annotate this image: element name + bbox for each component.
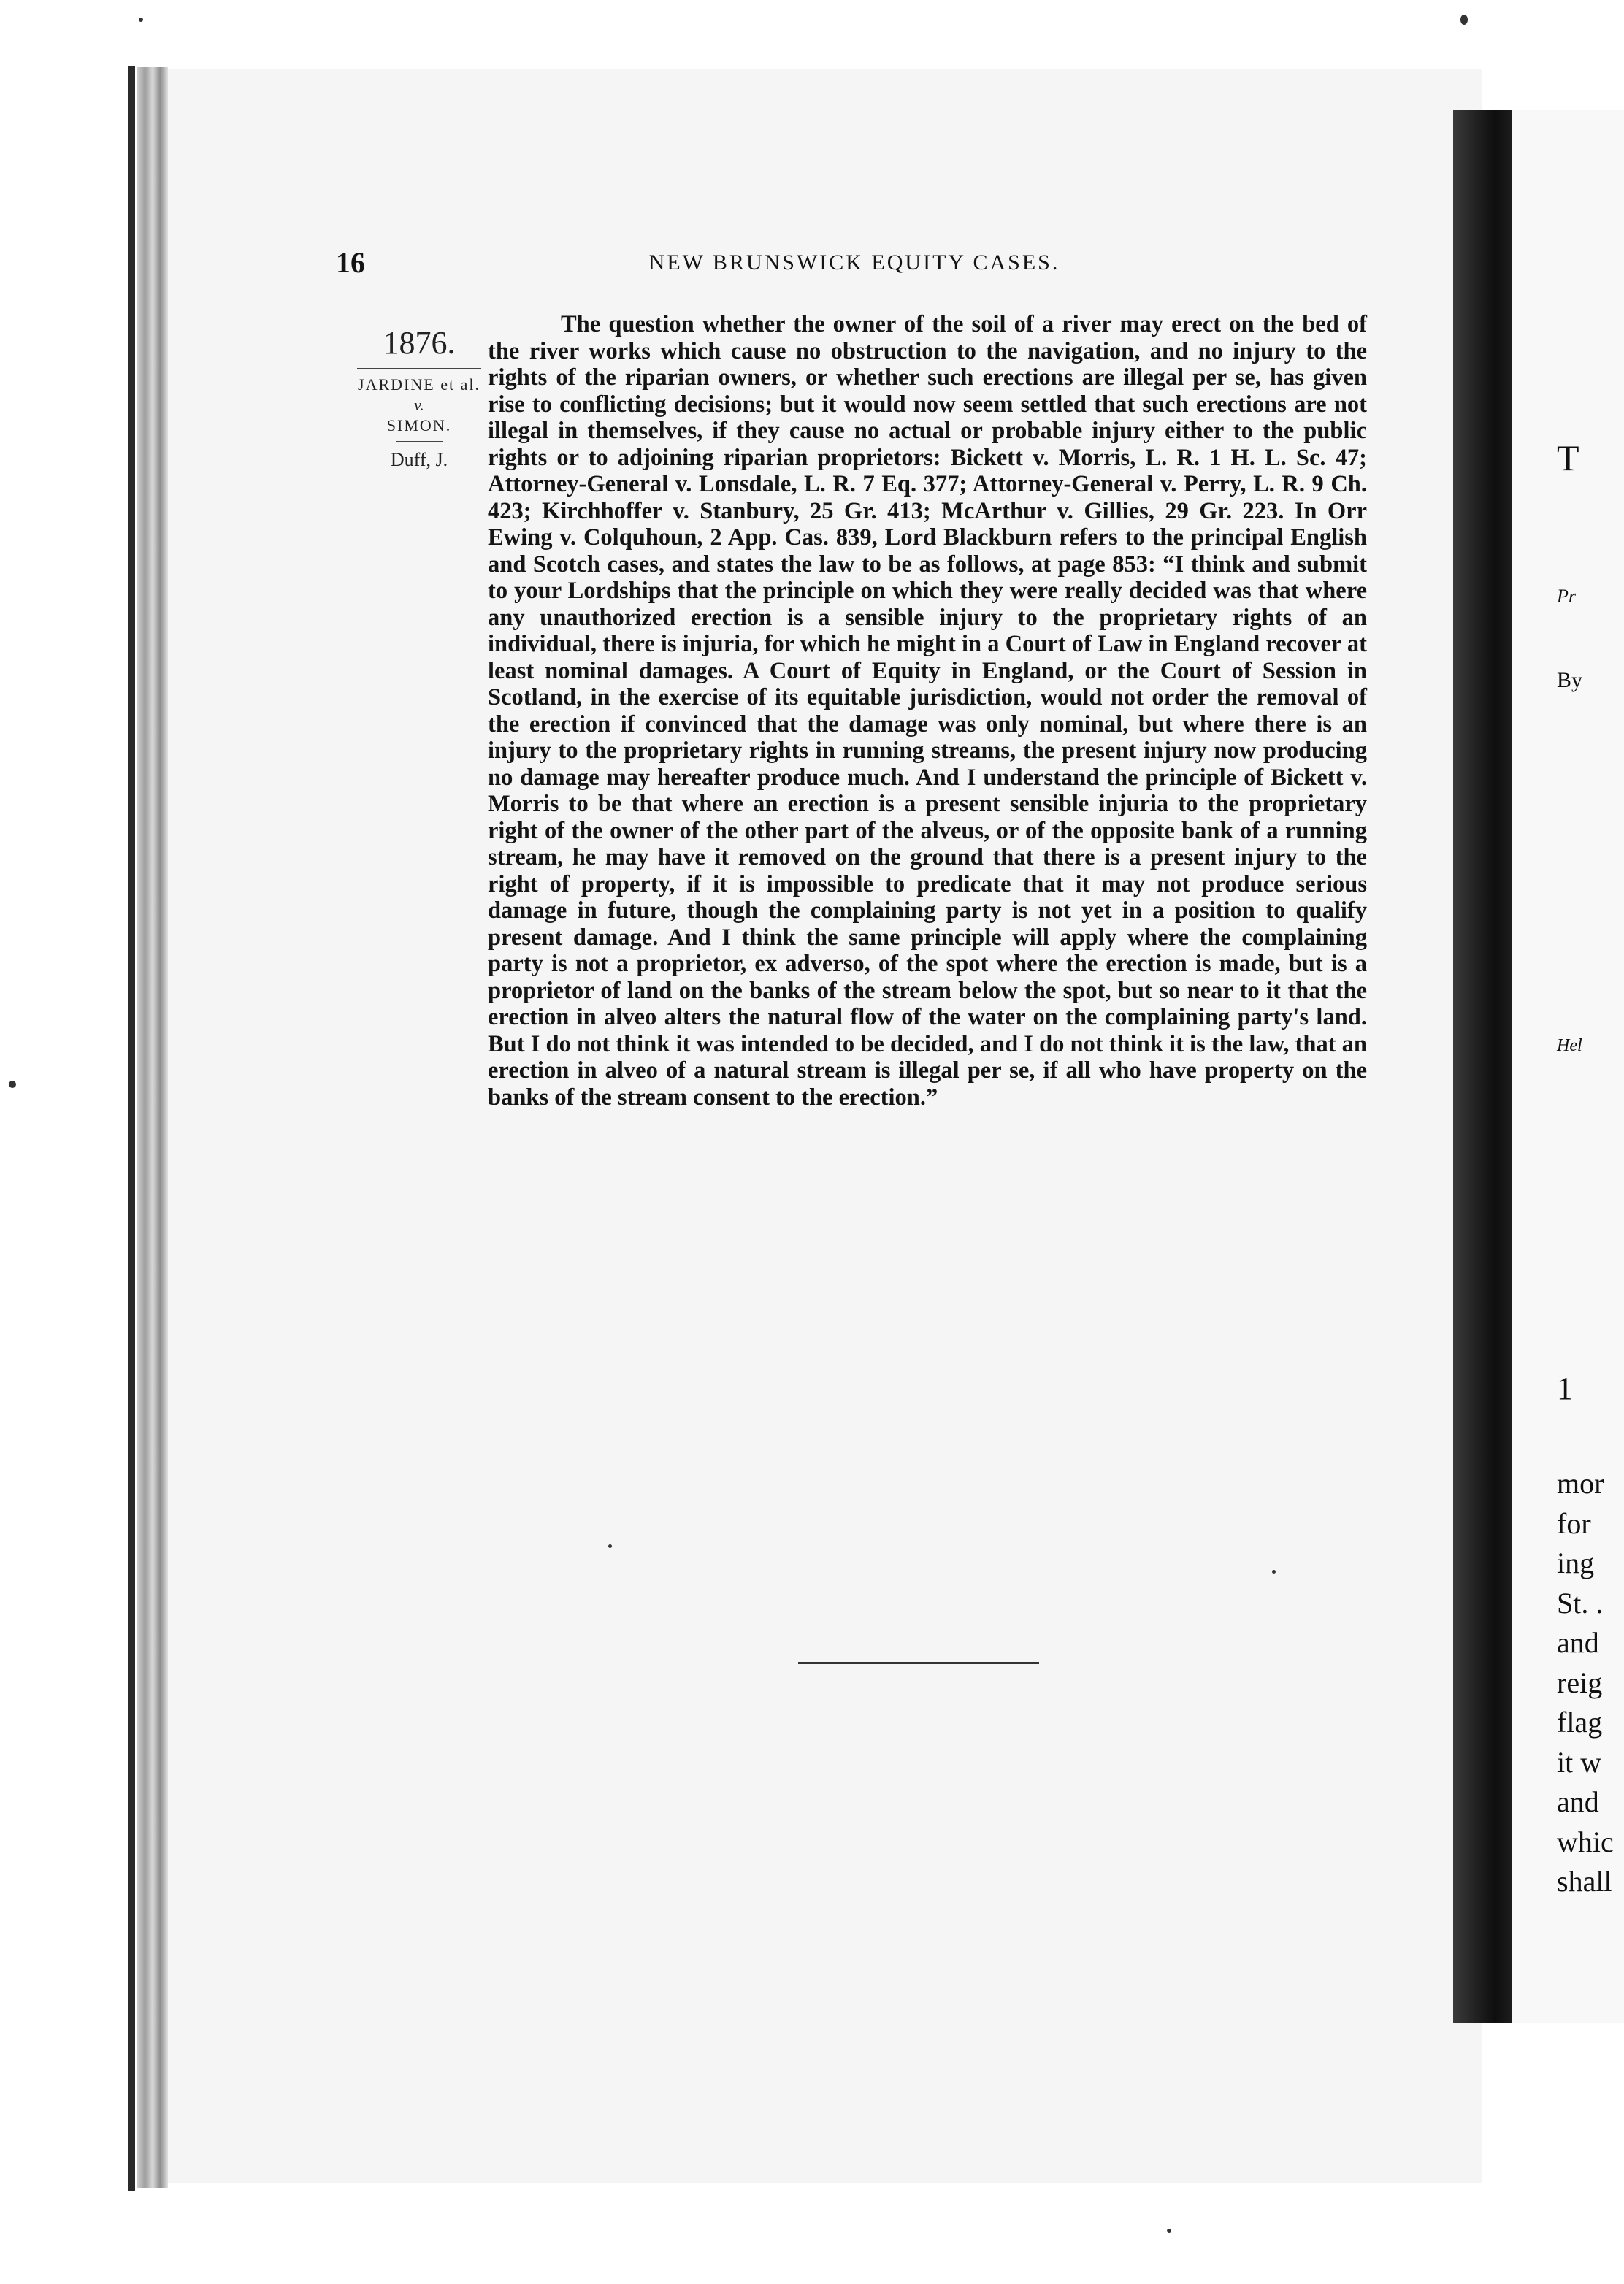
scan-speck: [1167, 2229, 1171, 2233]
party-plaintiff: JARDINE et al.: [358, 375, 480, 394]
scan-speck: [1460, 15, 1468, 25]
case-year: 1876.: [383, 325, 456, 361]
versus: v.: [414, 396, 424, 414]
judge-name: Duff, J.: [390, 449, 448, 470]
margin-rule-short: [396, 441, 443, 442]
facing-body-fragments: mor for ing St. . and reig flag it w and whic shall: [1557, 1467, 1614, 1898]
facing-fragment-2: Pr: [1557, 586, 1576, 607]
scan-speck: [608, 1544, 612, 1548]
section-end-rule: [798, 1662, 1039, 1664]
scan-left-border: [128, 66, 135, 2191]
party-defendant: SIMON.: [386, 416, 452, 434]
facing-fragment-4: Hel: [1557, 1036, 1582, 1055]
body-paragraph: The question whether the owner of the soil of a river may erect on the bed of the river works which cause no obstruction to the navigation, and no injury to the rights of the riparian owners, or whether such erections are illegal per se, has given rise to conflicting decisions; but it would now seem settled that such erections are not illegal in themselves, if they cause no actual or probable injury either to the public rights or to adjoining riparian proprietors: Bickett v. Morris, L. R. 1 H. L. Sc. 47; Attorney-General v. Lonsdale, L. R. 7 Eq. 377; Attorney-General v. Perry, L. R. 9 Ch. 423; Kirchhoffer v. Stanbury, 25 Gr. 413; McArthur v. Gillies, 29 Gr. 223. In Orr Ewing v. Colquhoun, 2 App. Cas. 839, Lord Blackburn refers to the principal English and Scotch cases, and states the law to be as follows, at page 853: “I think and submit to your Lordships that the principle on which they were really decided was that where any unauthorized erection is a sensible injury to the proprietary rights of an individual, there is injuria, for which he might in a Court of Law in England recover at least nominal damages. A Court of Equity in England, or the Court of Session in Scotland, in the exercise of its equitable jurisdiction, would not order the removal of the erection if convinced that the damage was only nominal, but where there is an injury to the proprietary rights in running streams, the present injury now producing no damage may hereafter produce much. And I understand the principle of Bickett v. Morris to be that where an erection is a present sensible injuria to the proprietary right of the owner of the other part of the alveus, or of the opposite bank of a running stream, he may have it removed on the ground that there is a present injury to the right of property, if it is impossible to predicate that it may not produce serious damage in future, though the complaining party is not yet in a position to qualify present damage. And I think the same principle will apply where the complaining party is not a proprietor, ex adverso, of the spot where the erection is made, but is a proprietor of land on the banks of the stream below the spot, but so near to it that the erection in alveo alters the natural flow of the water on the complaining party's land. But I do not think it was intended to be decided, and I do not think it is the law, that an erection in alveo of a natural stream is illegal per se, if all who have property on the banks of the stream consent to the erection.”: [488, 311, 1367, 1111]
margin-rule: [357, 368, 481, 369]
scan-speck: [9, 1081, 16, 1088]
facing-fragment-1: T: [1557, 437, 1579, 478]
running-head: NEW BRUNSWICK EQUITY CASES.: [648, 250, 1060, 275]
facing-fragment-3: By: [1557, 668, 1583, 692]
margin-note: [334, 321, 504, 475]
scan-speck: [139, 18, 143, 22]
scan-speck: [1272, 1570, 1276, 1574]
page-number: 16: [336, 246, 365, 279]
page-stack-edge: [137, 67, 168, 2188]
facing-fragment-5: 1: [1557, 1371, 1573, 1406]
